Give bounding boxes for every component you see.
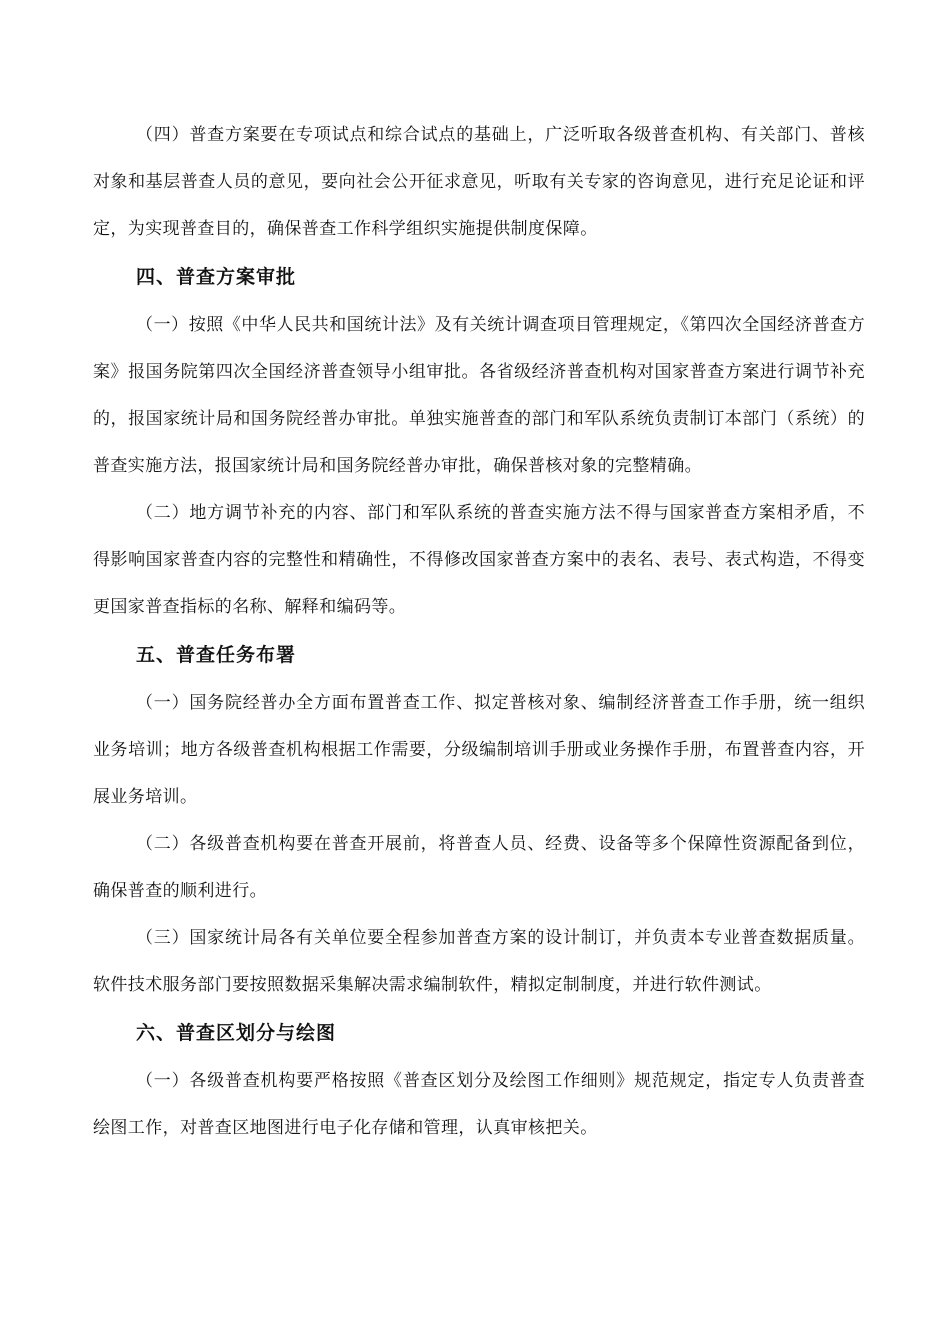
paragraph-deployment-1: （一）国务院经普办全方面布置普查工作、拟定普核对象、编制经济普查工作手册，统一组织业务培训；地方各级普查机构根据工作需要，分级编制培训手册或业务操作手册，布置普查内容，开展业务培训。 [93, 693, 865, 807]
section-heading-zoning-mapping: 六、普查区划分与绘图 [136, 1022, 337, 1044]
paragraph-zoning-1: （一）各级普查机构要严格按照《普查区划分及绘图工作细则》规范规定，指定专人负责普查绘图工作，对普查区地图进行电子化存储和管理，认真审核把关。 [93, 1071, 865, 1138]
paragraph-4-plan-consultation: （四）普查方案要在专项试点和综合试点的基础上，广泛听取各级普查机构、有关部门、普核对象和基层普查人员的意见，要向社会公开征求意见，听取有关专家的咨询意见，进行充足论证和评定，为实现普查目的，确保普查工作科学组织实施提供制度保障。 [93, 125, 865, 239]
section-heading-task-deployment: 五、普查任务布署 [136, 644, 297, 666]
paragraph-deployment-2: （二）各级普查机构要在普查开展前，将普查人员、经费、设备等多个保障性资源配备到位，确保普查的顺利进行。 [93, 834, 865, 901]
document-body [93, 112, 865, 1152]
paragraph-deployment-3: （三）国家统计局各有关单位要全程参加普查方案的设计制订，并负责本专业普查数据质量。软件技术服务部门要按照数据采集解决需求编制软件，精拟定制制度，并进行软件测试。 [93, 928, 865, 995]
paragraph-approval-2: （二）地方调节补充的内容、部门和军队系统的普查实施方法不得与国家普查方案相矛盾，不得影响国家普查内容的完整性和精确性，不得修改国家普查方案中的表名、表号、表式构造，不得变更国家普查指标的名称、解释和编码等。 [93, 503, 865, 617]
paragraph-approval-1: （一）按照《中华人民共和国统计法》及有关统计调查项目管理规定，《第四次全国经济普查方案》报国务院第四次全国经济普查领导小组审批。各省级经济普查机构对国家普查方案进行调节补充的，报国家统计局和国务院经普办审批。单独实施普查的部门和军队系统负责制订本部门（系统）的普查实施方法，报国家统计局和国务院经普办审批，确保普核对象的完整精确。 [93, 315, 865, 476]
section-heading-plan-approval: 四、普查方案审批 [136, 266, 297, 288]
